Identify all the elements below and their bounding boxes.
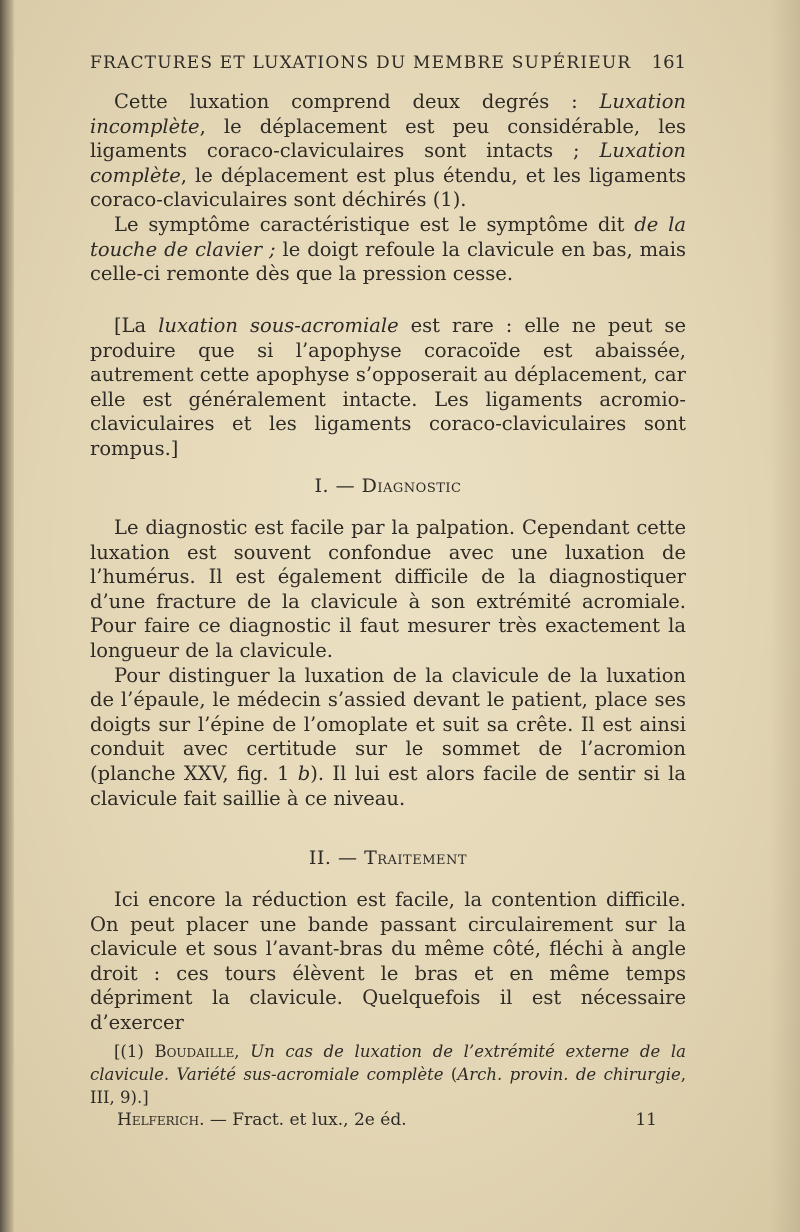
paragraph-symptom: Le symptôme caractéristique est le symptôme dit de la touche de clavier ; le doigt refoule la clavicule en bas, mais celle-ci remonte dès que la pression cesse. bbox=[90, 212, 687, 286]
paragraph-distinguish: Pour distinguer la luxation de la clavicule de la luxation de l’épaule, le médecin s’assied devant le patient, place ses doigts sur l’épine de l’omoplate et suit sa crête. Il est ainsi conduit avec certitude sur le sommet de l’acromion (planche XXV, fig. 1 b). Il lui est alors facile de sentir si la clavicule fait saillie à ce niveau. bbox=[90, 663, 686, 810]
footnote-journal: Arch. provin. de chirurgie bbox=[457, 1065, 681, 1084]
diagnostic-block bbox=[90, 516, 686, 811]
section-heading-diagnostic bbox=[90, 475, 686, 497]
term-luxation-complete: Luxation complète bbox=[90, 139, 686, 187]
footnote-author: Boudaille bbox=[154, 1042, 235, 1061]
paragraph-diagnostic: Le diagnostic est facile par la palpation. Cependant cette luxation est souvent confondue avec une luxation de l’humérus. Il est également difficile de la diagnostiquer d’une fracture de la clavicule à son extrémité acromiale. Pour faire ce diagnostic il faut mesurer très exactement la longueur de la clavicule. bbox=[90, 516, 686, 662]
section-number: II. — bbox=[308, 847, 358, 869]
opening-paragraphs bbox=[90, 90, 686, 287]
term-luxation-sous-acromiale: luxation sous-acromiale bbox=[158, 314, 399, 337]
footnote: [(1) Boudaille, Un cas de luxation de l’extrémité externe de la clavicule. Variété sus-acromiale complète (Arch. provin. de chirurgie, III, 9).] bbox=[90, 1042, 686, 1107]
running-title: FRACTURES ET LUXATIONS DU MEMBRE SUPÉRIEUR bbox=[90, 53, 632, 73]
book-binding-edge bbox=[0, 0, 14, 1232]
paragraph-degrees: Cette luxation comprend deux degrés : Luxation incomplète, le déplacement est peu considérable, les ligaments coraco-claviculaires sont intacts ; Luxation complète, le déplacement est plus étendu, et les ligaments coraco-claviculaires sont déchirés (1). bbox=[90, 90, 686, 212]
sous-acromiale-block bbox=[90, 314, 686, 462]
section-title: Diagnostic bbox=[361, 475, 462, 497]
section-number: I. — bbox=[314, 475, 356, 497]
paragraph-traitement: Ici encore la réduction est facile, la contention difficile. On peut placer une bande passant circulairement sur la clavicule et sous l’avant-bras du même côté, fléchi à angle droit : ces tours élèvent le bras et en même temps dépriment la clavicule. Quelquefois il est nécessaire d’exercer bbox=[90, 888, 686, 1034]
footnote-article-title: Un cas de luxation de l’extrémité externe de la clavicule. Variété sus-acromiale complète bbox=[90, 1042, 686, 1084]
page-edge-shadow bbox=[770, 0, 800, 1232]
section-heading-traitement bbox=[90, 847, 686, 869]
term-luxation-incomplete: Luxation incomplète bbox=[90, 90, 686, 138]
signature-line bbox=[117, 1110, 657, 1130]
signature-sheet-number: 11 bbox=[635, 1110, 657, 1130]
paragraph-sous-acromiale: [La luxation sous-acromiale est rare : elle ne peut se produire que si l’apophyse coracoïde est abaissée, autrement cette apophyse s’opposerait au déplacement, car elle est généralement intacte. Les ligaments acromio-claviculaires et les ligaments coraco-claviculaires sont rompus.] bbox=[90, 314, 686, 460]
footnote-block bbox=[90, 1040, 686, 1109]
traitement-block bbox=[90, 888, 686, 1036]
signature-title: Helferich. — Fract. et lux., 2e éd. bbox=[117, 1110, 407, 1130]
page-number: 161 bbox=[651, 52, 686, 73]
section-title: Traitement bbox=[364, 847, 468, 869]
term-touche-de-clavier: de la touche de clavier ; bbox=[90, 212, 687, 261]
running-header bbox=[90, 52, 686, 76]
figure-letter: b bbox=[297, 761, 311, 785]
